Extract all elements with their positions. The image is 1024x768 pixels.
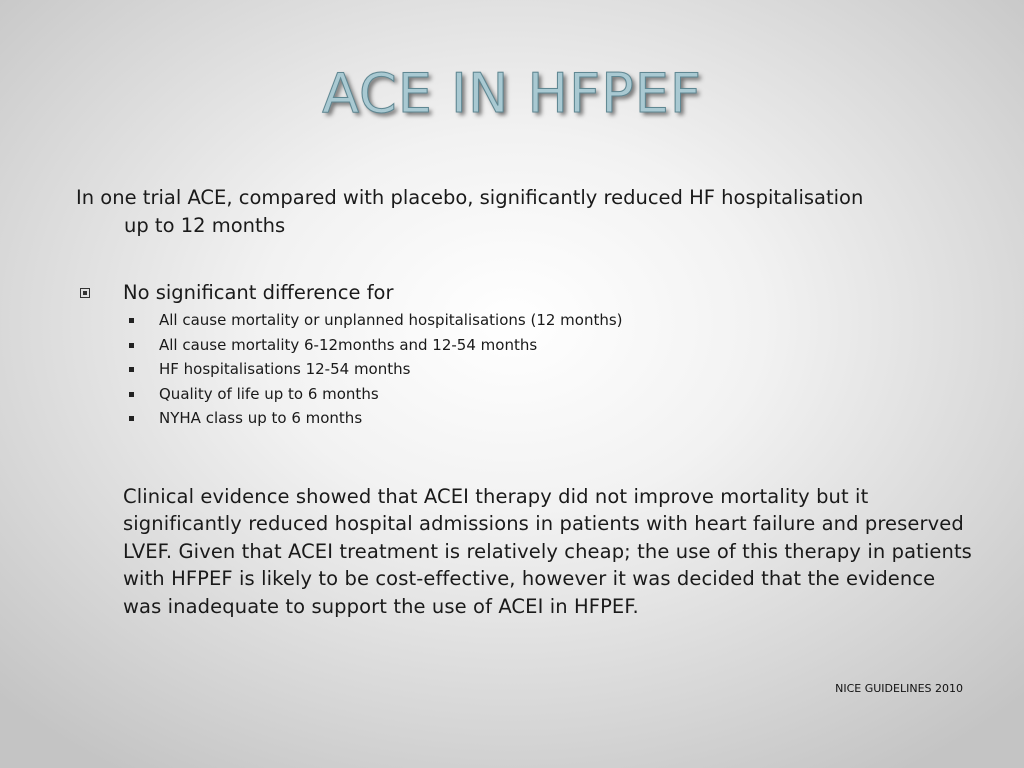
bullet-label: No significant difference for — [123, 281, 394, 304]
square-bullet-icon — [129, 367, 134, 372]
intro-text: In one trial ACE, compared with placebo, significantly reduced HF hospitalisation up to 12 months — [76, 186, 864, 237]
sub-bullet-list — [128, 308, 623, 431]
boxed-square-bullet-icon — [80, 288, 90, 298]
bullet-no-significant-difference — [76, 279, 776, 307]
list-item: All cause mortality or unplanned hospitalisations (12 months) — [128, 308, 623, 333]
list-item: NYHA class up to 6 months — [128, 406, 623, 431]
list-item: All cause mortality 6-12months and 12-54 months — [128, 333, 623, 358]
square-bullet-icon — [129, 392, 134, 397]
square-bullet-icon — [129, 318, 134, 323]
list-item: Quality of life up to 6 months — [128, 382, 623, 407]
square-bullet-icon — [129, 343, 134, 348]
list-item: HF hospitalisations 12-54 months — [128, 357, 623, 382]
evidence-paragraph: Clinical evidence showed that ACEI therapy did not improve mortality but it significantly reduced hospital admissions in patients with heart failure and preserved LVEF. Given that ACEI treatment is relatively cheap; the use of this therapy in patients with HFPEF is likely to be cost-effective, however it was decided that the evidence was inadequate to support the use of ACEI in HFPEF. — [123, 485, 972, 618]
slide-title: ACE IN HFPEF — [322, 62, 702, 125]
square-bullet-icon — [129, 416, 134, 421]
source-citation: NICE GUIDELINES 2010 — [835, 682, 963, 695]
